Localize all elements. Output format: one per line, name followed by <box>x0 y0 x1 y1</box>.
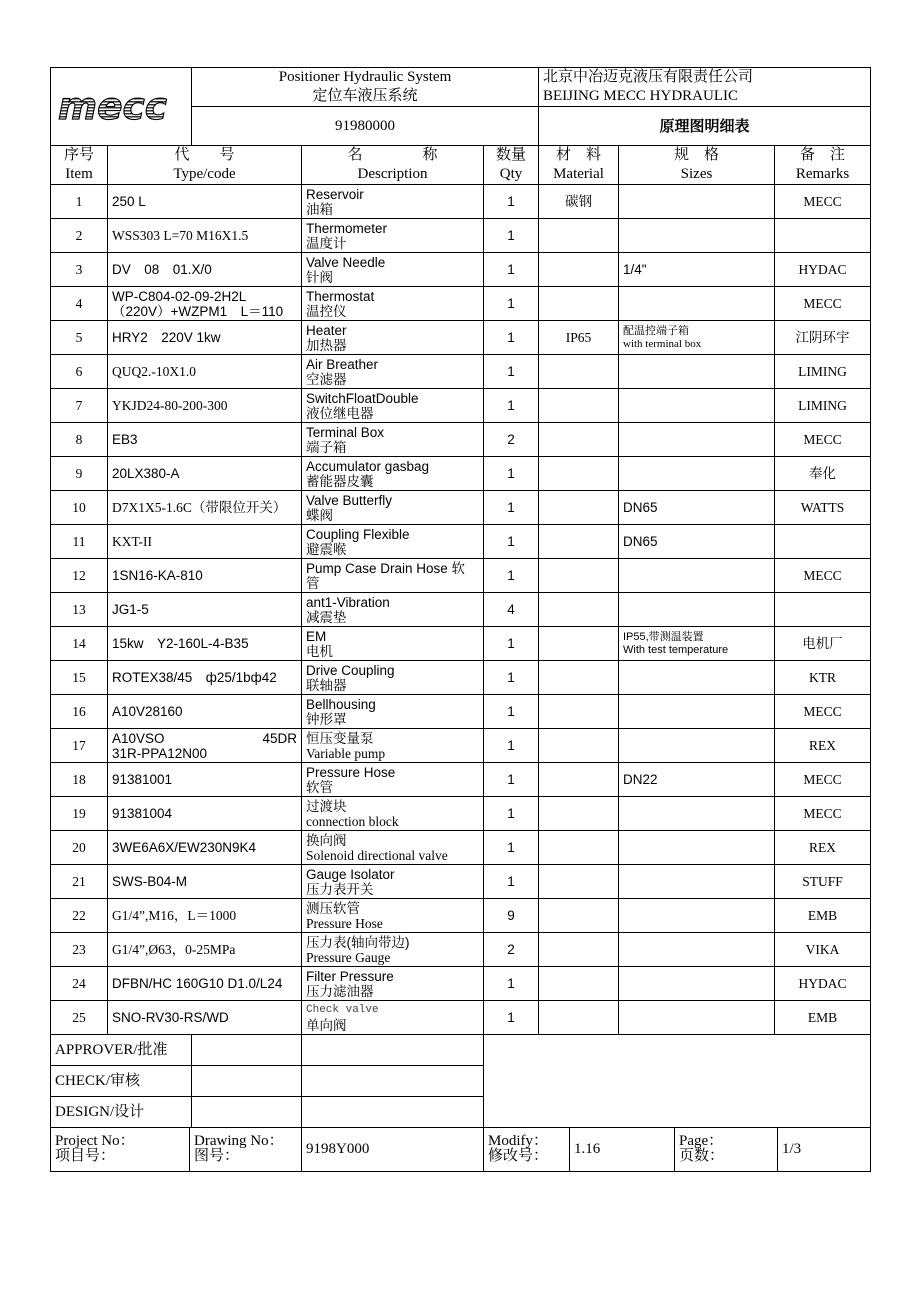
column-header-item: 序号 Item <box>51 146 108 185</box>
description: SwitchFloatDouble 液位继电器 <box>302 389 484 423</box>
sizes <box>619 967 775 1001</box>
material <box>539 1001 619 1035</box>
quantity: 1 <box>484 865 539 899</box>
item-number: 25 <box>51 1001 108 1035</box>
sizes: 1/4" <box>619 253 775 287</box>
approver-sign <box>302 1035 484 1066</box>
quantity: 1 <box>484 627 539 661</box>
material <box>539 933 619 967</box>
table-row <box>51 967 871 1001</box>
table-row <box>51 1001 871 1035</box>
company-cell <box>539 68 871 107</box>
description: Reservoir 油箱 <box>302 185 484 219</box>
quantity: 1 <box>484 457 539 491</box>
item-number: 2 <box>51 219 108 253</box>
item-number: 17 <box>51 729 108 763</box>
type-code: WSS303 L=70 M16X1.5 <box>108 219 302 253</box>
column-header-sizes: 规 格 Sizes <box>619 146 775 185</box>
remarks: REX <box>775 729 871 763</box>
type-code: 3WE6A6X/EW230N9K4 <box>108 831 302 865</box>
table-row <box>51 865 871 899</box>
type-code: SNO-RV30-RS/WD <box>108 1001 302 1035</box>
remarks <box>775 219 871 253</box>
remarks: REX <box>775 831 871 865</box>
material <box>539 253 619 287</box>
material <box>539 525 619 559</box>
item-number: 14 <box>51 627 108 661</box>
column-header-material: 材 料 Material <box>539 146 619 185</box>
quantity: 1 <box>484 491 539 525</box>
remarks: MECC <box>775 695 871 729</box>
description: Filter Pressure 压力滤油器 <box>302 967 484 1001</box>
item-number: 15 <box>51 661 108 695</box>
type-code: QUQ2.-10X1.0 <box>108 355 302 389</box>
design-label: DESIGN/设计 <box>51 1097 192 1128</box>
check-label: CHECK/审核 <box>51 1066 192 1097</box>
remarks: KTR <box>775 661 871 695</box>
item-number: 5 <box>51 321 108 355</box>
description: 换向阀 Solenoid directional valve <box>302 831 484 865</box>
system-title-cn: 定位车液压系统 <box>312 88 418 104</box>
material <box>539 389 619 423</box>
type-code: DFBN/HC 160G10 D1.0/L24 <box>108 967 302 1001</box>
table-row <box>51 389 871 423</box>
sizes: IP55,带测温装置 With test temperature <box>619 627 775 661</box>
item-number: 10 <box>51 491 108 525</box>
table-row <box>51 593 871 627</box>
material: 碳钢 <box>539 185 619 219</box>
type-code: G1/4”,M16，L＝1000 <box>108 899 302 933</box>
quantity: 1 <box>484 695 539 729</box>
quantity: 4 <box>484 593 539 627</box>
table-row <box>51 933 871 967</box>
description: Drive Coupling 联轴器 <box>302 661 484 695</box>
item-number: 16 <box>51 695 108 729</box>
design-sign <box>302 1097 484 1128</box>
logo-cell <box>51 68 192 146</box>
type-code: HRY2 220V 1kw <box>108 321 302 355</box>
remarks: VIKA <box>775 933 871 967</box>
modify-value: 1.16 <box>570 1128 675 1171</box>
type-code: SWS-B04-M <box>108 865 302 899</box>
material <box>539 661 619 695</box>
check-sign <box>302 1066 484 1097</box>
description: Check valve 单向阀 <box>302 1001 484 1035</box>
type-code: EB3 <box>108 423 302 457</box>
sizes <box>619 355 775 389</box>
table-row <box>51 253 871 287</box>
sizes <box>619 457 775 491</box>
type-code: KXT-II <box>108 525 302 559</box>
material <box>539 899 619 933</box>
remarks: MECC <box>775 559 871 593</box>
quantity: 1 <box>484 321 539 355</box>
quantity: 2 <box>484 423 539 457</box>
company-name-cn: 北京中冶迈克液压有限责任公司 <box>543 69 754 85</box>
quantity: 1 <box>484 831 539 865</box>
description: 压力表(轴向带边) Pressure Gauge <box>302 933 484 967</box>
quantity: 1 <box>484 763 539 797</box>
type-code: G1/4”,Ø63，0-25MPa <box>108 933 302 967</box>
page-label: Page： 页数： <box>675 1128 778 1171</box>
table-row <box>51 831 871 865</box>
quantity: 1 <box>484 219 539 253</box>
quantity: 1 <box>484 253 539 287</box>
remarks: 电机厂 <box>775 627 871 661</box>
item-number: 8 <box>51 423 108 457</box>
type-code: JG1-5 <box>108 593 302 627</box>
sizes <box>619 729 775 763</box>
column-header-code: 代 号 Type/code <box>108 146 302 185</box>
sizes <box>619 695 775 729</box>
remarks: MECC <box>775 797 871 831</box>
description: Gauge Isolator 压力表开关 <box>302 865 484 899</box>
item-number: 22 <box>51 899 108 933</box>
material <box>539 831 619 865</box>
modify-label: Modify： 修改号： <box>484 1128 570 1171</box>
column-header-row <box>51 146 871 185</box>
item-number: 3 <box>51 253 108 287</box>
material <box>539 729 619 763</box>
table-row <box>51 729 871 763</box>
quantity: 1 <box>484 729 539 763</box>
table-row <box>51 763 871 797</box>
remarks: STUFF <box>775 865 871 899</box>
item-number: 20 <box>51 831 108 865</box>
item-number: 23 <box>51 933 108 967</box>
description: ant1-Vibration 减震垫 <box>302 593 484 627</box>
type-code: 250 L <box>108 185 302 219</box>
description: Bellhousing 钟形罩 <box>302 695 484 729</box>
material <box>539 423 619 457</box>
description: Valve Butterfly 蝶阀 <box>302 491 484 525</box>
system-title-cell <box>192 68 539 107</box>
sizes: DN65 <box>619 491 775 525</box>
material <box>539 491 619 525</box>
sizes <box>619 593 775 627</box>
remarks: MECC <box>775 423 871 457</box>
item-number: 7 <box>51 389 108 423</box>
company-name-en: BEIJING MECC HYDRAULIC <box>543 88 738 104</box>
remarks: 奉化 <box>775 457 871 491</box>
type-code: WP-C804-02-09-2H2L （220V）+WZPM1 L＝110 <box>108 287 302 321</box>
item-number: 11 <box>51 525 108 559</box>
table-row <box>51 491 871 525</box>
remarks: MECC <box>775 763 871 797</box>
quantity: 1 <box>484 559 539 593</box>
sizes <box>619 865 775 899</box>
material <box>539 559 619 593</box>
approver-value <box>192 1035 302 1066</box>
item-number: 18 <box>51 763 108 797</box>
remarks <box>775 525 871 559</box>
project-no-label: Project No： 项目号： <box>51 1128 190 1171</box>
sheet-title: 原理图明细表 <box>539 107 871 146</box>
type-code: 91381004 <box>108 797 302 831</box>
type-code: 1SN16-KA-810 <box>108 559 302 593</box>
remarks: 江阴环宇 <box>775 321 871 355</box>
quantity: 1 <box>484 355 539 389</box>
material <box>539 593 619 627</box>
quantity: 1 <box>484 185 539 219</box>
description: Heater 加热器 <box>302 321 484 355</box>
table-row <box>51 627 871 661</box>
item-number: 9 <box>51 457 108 491</box>
description: Thermometer 温度计 <box>302 219 484 253</box>
type-code: DV 08 01.X/0 <box>108 253 302 287</box>
material <box>539 219 619 253</box>
item-number: 24 <box>51 967 108 1001</box>
remarks: EMB <box>775 899 871 933</box>
type-code: 15kw Y2-160L-4-B35 <box>108 627 302 661</box>
check-value <box>192 1066 302 1097</box>
quantity: 1 <box>484 1001 539 1035</box>
sizes <box>619 185 775 219</box>
type-code: 91381001 <box>108 763 302 797</box>
item-number: 21 <box>51 865 108 899</box>
material <box>539 627 619 661</box>
description: EM 电机 <box>302 627 484 661</box>
sizes <box>619 559 775 593</box>
remarks: WATTS <box>775 491 871 525</box>
material <box>539 457 619 491</box>
quantity: 1 <box>484 287 539 321</box>
sizes: DN65 <box>619 525 775 559</box>
remarks: MECC <box>775 287 871 321</box>
remarks: EMB <box>775 1001 871 1035</box>
description: 测压软管 Pressure Hose <box>302 899 484 933</box>
drawing-no-label: Drawing No： 图号： <box>190 1128 302 1171</box>
sizes <box>619 661 775 695</box>
approver-label: APPROVER/批准 <box>51 1035 192 1066</box>
item-number: 1 <box>51 185 108 219</box>
quantity: 1 <box>484 389 539 423</box>
table-row <box>51 355 871 389</box>
remarks: HYDAC <box>775 967 871 1001</box>
table-row <box>51 559 871 593</box>
material <box>539 797 619 831</box>
material: IP65 <box>539 321 619 355</box>
title-block-table <box>50 1128 871 1172</box>
description: Valve Needle 针阀 <box>302 253 484 287</box>
sizes <box>619 797 775 831</box>
bill-of-materials-sheet <box>50 67 870 1172</box>
type-code: A10V28160 <box>108 695 302 729</box>
table-row <box>51 287 871 321</box>
drawing-no-value: 9198Y000 <box>302 1128 484 1171</box>
table-row <box>51 695 871 729</box>
remarks: HYDAC <box>775 253 871 287</box>
description: Terminal Box 端子箱 <box>302 423 484 457</box>
material <box>539 967 619 1001</box>
remarks: MECC <box>775 185 871 219</box>
system-title-en: Positioner Hydraulic System <box>278 69 452 85</box>
table-row <box>51 185 871 219</box>
description: Coupling Flexible 避震喉 <box>302 525 484 559</box>
table-row <box>51 899 871 933</box>
sizes <box>619 219 775 253</box>
item-number: 13 <box>51 593 108 627</box>
remarks <box>775 593 871 627</box>
type-code: A10VSO 45DR 31R-PPA12N00 <box>108 729 302 763</box>
type-code: ROTEX38/45 ф25/1bф42 <box>108 661 302 695</box>
footer-blank <box>484 1035 871 1128</box>
material <box>539 763 619 797</box>
item-number: 6 <box>51 355 108 389</box>
item-number: 19 <box>51 797 108 831</box>
quantity: 9 <box>484 899 539 933</box>
material <box>539 355 619 389</box>
description: Accumulator gasbag 蓄能器皮囊 <box>302 457 484 491</box>
quantity: 1 <box>484 797 539 831</box>
description: Thermostat 温控仪 <box>302 287 484 321</box>
table-row <box>51 321 871 355</box>
quantity: 1 <box>484 967 539 1001</box>
column-header-qty: 数量 Qty <box>484 146 539 185</box>
description: 过渡块 connection block <box>302 797 484 831</box>
sizes <box>619 933 775 967</box>
column-header-description: 名 称 Description <box>302 146 484 185</box>
description: Air Breather 空滤器 <box>302 355 484 389</box>
column-header-remarks: 备 注 Remarks <box>775 146 871 185</box>
material <box>539 695 619 729</box>
sizes: 配温控端子箱 with terminal box <box>619 321 775 355</box>
sizes <box>619 1001 775 1035</box>
sizes: DN22 <box>619 763 775 797</box>
quantity: 2 <box>484 933 539 967</box>
drawing-number: 91980000 <box>192 107 539 146</box>
material <box>539 287 619 321</box>
type-code: YKJD24-80-200-300 <box>108 389 302 423</box>
parts-table <box>50 67 871 1128</box>
remarks: LIMING <box>775 389 871 423</box>
sizes <box>619 423 775 457</box>
sizes <box>619 287 775 321</box>
quantity: 1 <box>484 661 539 695</box>
item-number: 12 <box>51 559 108 593</box>
description: Pressure Hose 软管 <box>302 763 484 797</box>
quantity: 1 <box>484 525 539 559</box>
sizes <box>619 899 775 933</box>
page-value: 1/3 <box>778 1128 871 1171</box>
remarks: LIMING <box>775 355 871 389</box>
table-row <box>51 423 871 457</box>
sizes <box>619 831 775 865</box>
table-row <box>51 457 871 491</box>
table-row <box>51 525 871 559</box>
description: 恒压变量泵 Variable pump <box>302 729 484 763</box>
type-code: D7X1X5-1.6C（带限位开关） <box>108 491 302 525</box>
mecc-logo <box>55 83 187 131</box>
material <box>539 865 619 899</box>
item-number: 4 <box>51 287 108 321</box>
sizes <box>619 389 775 423</box>
table-row <box>51 219 871 253</box>
logo-text: mecc <box>58 83 167 128</box>
table-row <box>51 661 871 695</box>
description: Pump Case Drain Hose 软 管 <box>302 559 484 593</box>
type-code: 20LX380-A <box>108 457 302 491</box>
table-row <box>51 797 871 831</box>
design-value <box>192 1097 302 1128</box>
